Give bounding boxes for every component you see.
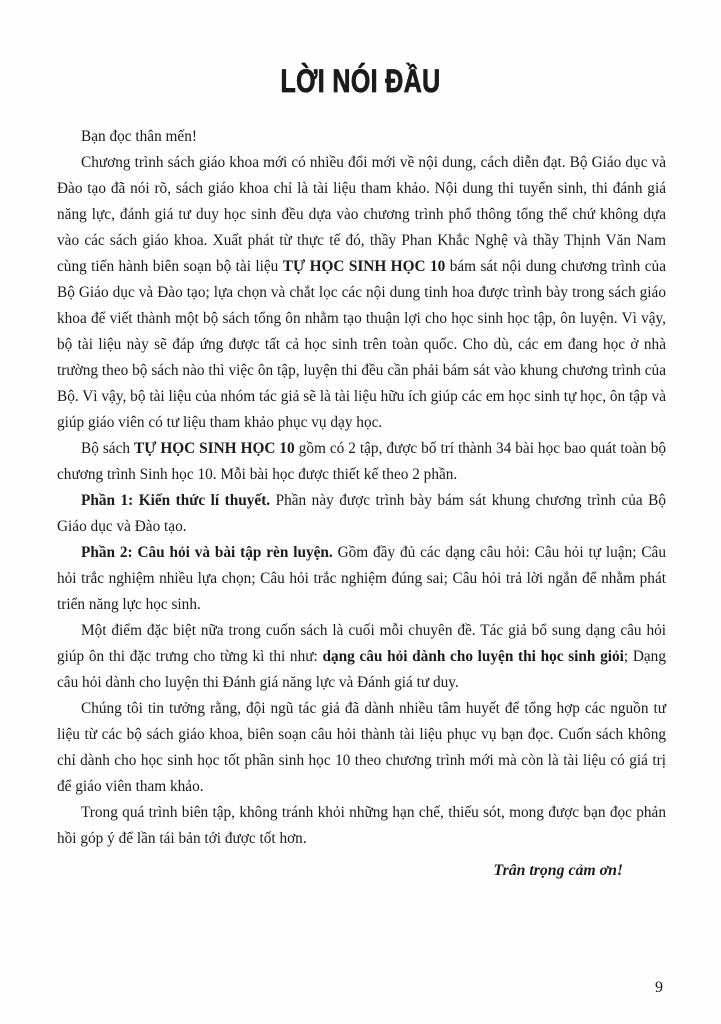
text-segment: Trong quá trình biên tập, không tránh khỏi những hạn chế, thiếu sót, mong được bạn đọc phản hồi góp ý để lần tái bản tới được tốt hơn. — [57, 804, 666, 847]
text-segment: Một điểm đặc biệt nữa trong cuốn sách là cuối mỗi chuyên đề. Tác giả bổ sung dạng câu hỏi giúp ôn thi đặc trưng cho từng kì thi như: — [57, 622, 666, 665]
text-segment: Chúng tôi tin tưởng rằng, đội ngũ tác giả đã dành nhiều tâm huyết để tổng hợp các nguồn tư liệu từ các bộ sách giáo khoa, biên soạn câu hỏi thành tài liệu phục vụ bạn đọc. Cuốn sách không chỉ dành cho học sinh học tốt phần sinh học 10 theo chương trình mới mà còn là tài liệu có giá trị để giáo viên tham khảo. — [57, 700, 666, 795]
bold-text-segment: Phần 1: Kiến thức lí thuyết. — [81, 492, 271, 509]
paragraphs-container — [57, 150, 666, 852]
paragraph — [57, 436, 666, 488]
page-title: LỜI NÓI ĐẦU — [280, 63, 441, 99]
text-segment: Chương trình sách giáo khoa mới có nhiều đổi mới về nội dung, cách diễn đạt. Bộ Giáo dục và Đào tạo đã nói rõ, sách giáo khoa chỉ là tài liệu tham khảo. Nội dung thi tuyển sinh, thi đánh giá năng lực, đánh giá tư duy học sinh đều dựa vào chương trình phổ thông tổng thể chứ không dựa vào các sách giáo khoa. Xuất phát từ thực tế đó, thầy Phan Khắc Nghệ và thầy Thịnh Văn Nam cùng tiến hành biên soạn bộ tài liệu — [57, 154, 666, 275]
bold-text-segment: TỰ HỌC SINH HỌC 10 — [134, 440, 295, 457]
paragraph — [57, 618, 666, 696]
text-segment: bám sát nội dung chương trình của Bộ Giáo dục và Đào tạo; lựa chọn và chắt lọc các nội dung tinh hoa được trình bày trong sách giáo khoa để viết thành một bộ sách tổng ôn nhằm tạo thuận lợi cho học sinh học tập, ôn luyện. Vì vậy, bộ tài liệu này sẽ đáp ứng được tất cả học sinh trên toàn quốc. Cho dù, các em đang học ở nhà trường theo bộ sách nào thì việc ôn tập, luyện thi đều cần phải bám sát vào khung chương trình của Bộ. Vì vậy, bộ tài liệu của nhóm tác giả sẽ là tài liệu hữu ích giúp các em học sinh tự học, ôn tập và giúp giáo viên có tư liệu tham khảo phục vụ dạy học. — [57, 258, 666, 431]
text-segment: ; Dạng câu hỏi dành cho luyện thi Đánh giá năng lực và Đánh giá tư duy. — [57, 648, 666, 691]
bold-text-segment: TỰ HỌC SINH HỌC 10 — [282, 258, 446, 275]
text-segment: Phần này được trình bày bám sát khung chương trình của Bộ Giáo dục và Đào tạo. — [57, 492, 666, 535]
text-segment: Bộ sách — [81, 440, 134, 457]
bold-text-segment: dạng câu hỏi dành cho luyện thi học sinh giỏi — [322, 648, 624, 665]
closing-signature: Trân trọng cảm ơn! — [493, 862, 623, 879]
text-segment: gồm có 2 tập, được bố trí thành 34 bài học bao quát toàn bộ chương trình Sinh học 10. Mỗi bài học được thiết kế theo 2 phần. — [57, 440, 666, 483]
paragraph — [57, 800, 666, 852]
page-number: 9 — [655, 979, 663, 996]
paragraph — [57, 540, 666, 618]
paragraph — [57, 696, 666, 800]
foreword-body — [0, 124, 721, 884]
paragraph — [57, 488, 666, 540]
paragraph — [57, 150, 666, 436]
greeting-line: Bạn đọc thân mến! — [81, 128, 197, 145]
text-segment: Gồm đầy đủ các dạng câu hỏi: Câu hỏi tự luận; Câu hỏi trắc nghiệm nhiều lựa chọn; Câu hỏi trắc nghiệm đúng sai; Câu hỏi trả lời ngắn để nhằm phát triển năng lực học sinh. — [57, 544, 666, 613]
bold-text-segment: Phần 2: Câu hỏi và bài tập rèn luyện. — [81, 544, 333, 561]
